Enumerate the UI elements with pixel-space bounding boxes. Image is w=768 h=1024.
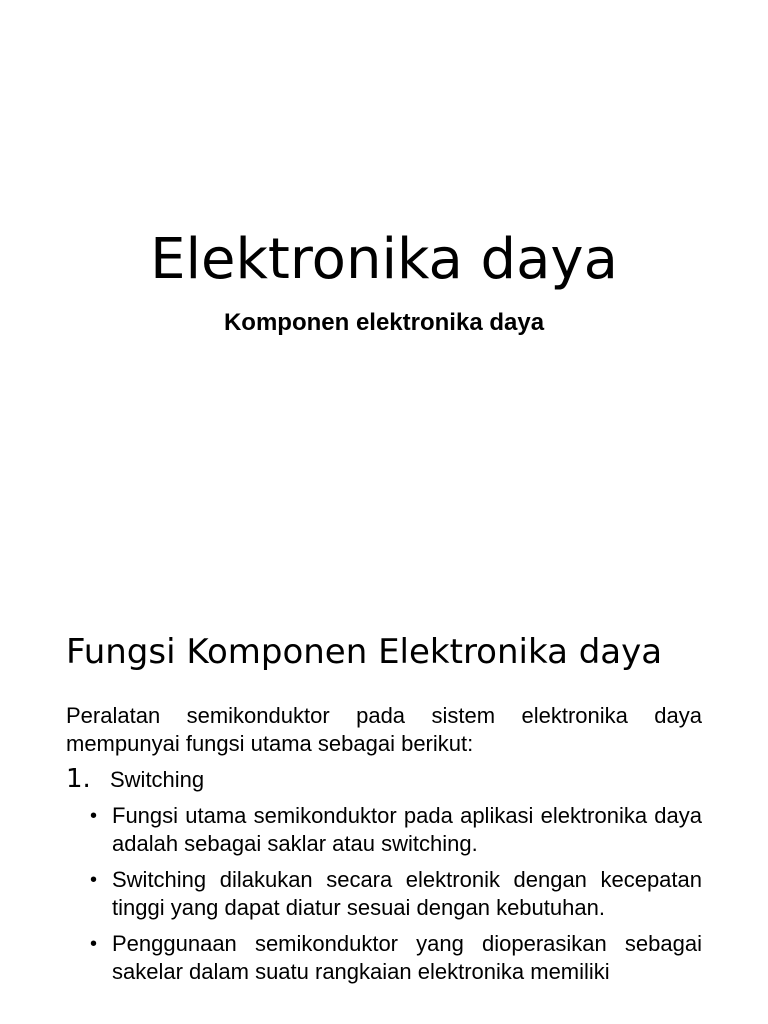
slide-subtitle: Komponen elektronika daya [223, 309, 545, 336]
bullet-list [66, 802, 702, 986]
list-item [90, 930, 702, 986]
section-heading: Fungsi Komponen Elektronika daya [66, 632, 663, 672]
slide-title: Elektronika daya [150, 227, 618, 292]
list-item [90, 866, 702, 922]
numbered-item [66, 764, 702, 794]
bullet-text: Penggunaan semikonduktor yang dioperasikan sebagai sakelar dalam suatu rangkaian elektronika memiliki [112, 931, 702, 984]
content-section [66, 632, 702, 994]
intro-paragraph: Peralatan semikonduktor pada sistem elektronika daya mempunyai fungsi utama sebagai berikut: [66, 703, 702, 756]
bullet-icon: • [90, 869, 98, 891]
item-number: 1. [66, 764, 91, 794]
list-item [90, 802, 702, 858]
bullet-icon: • [90, 933, 98, 955]
bullet-text: Fungsi utama semikonduktor pada aplikasi elektronika daya adalah sebagai saklar atau switching. [112, 803, 702, 856]
item-label: Switching [110, 767, 205, 792]
bullet-text: Switching dilakukan secara elektronik dengan kecepatan tinggi yang dapat diatur sesuai dengan kebutuhan. [112, 867, 702, 920]
bullet-icon: • [90, 805, 98, 827]
